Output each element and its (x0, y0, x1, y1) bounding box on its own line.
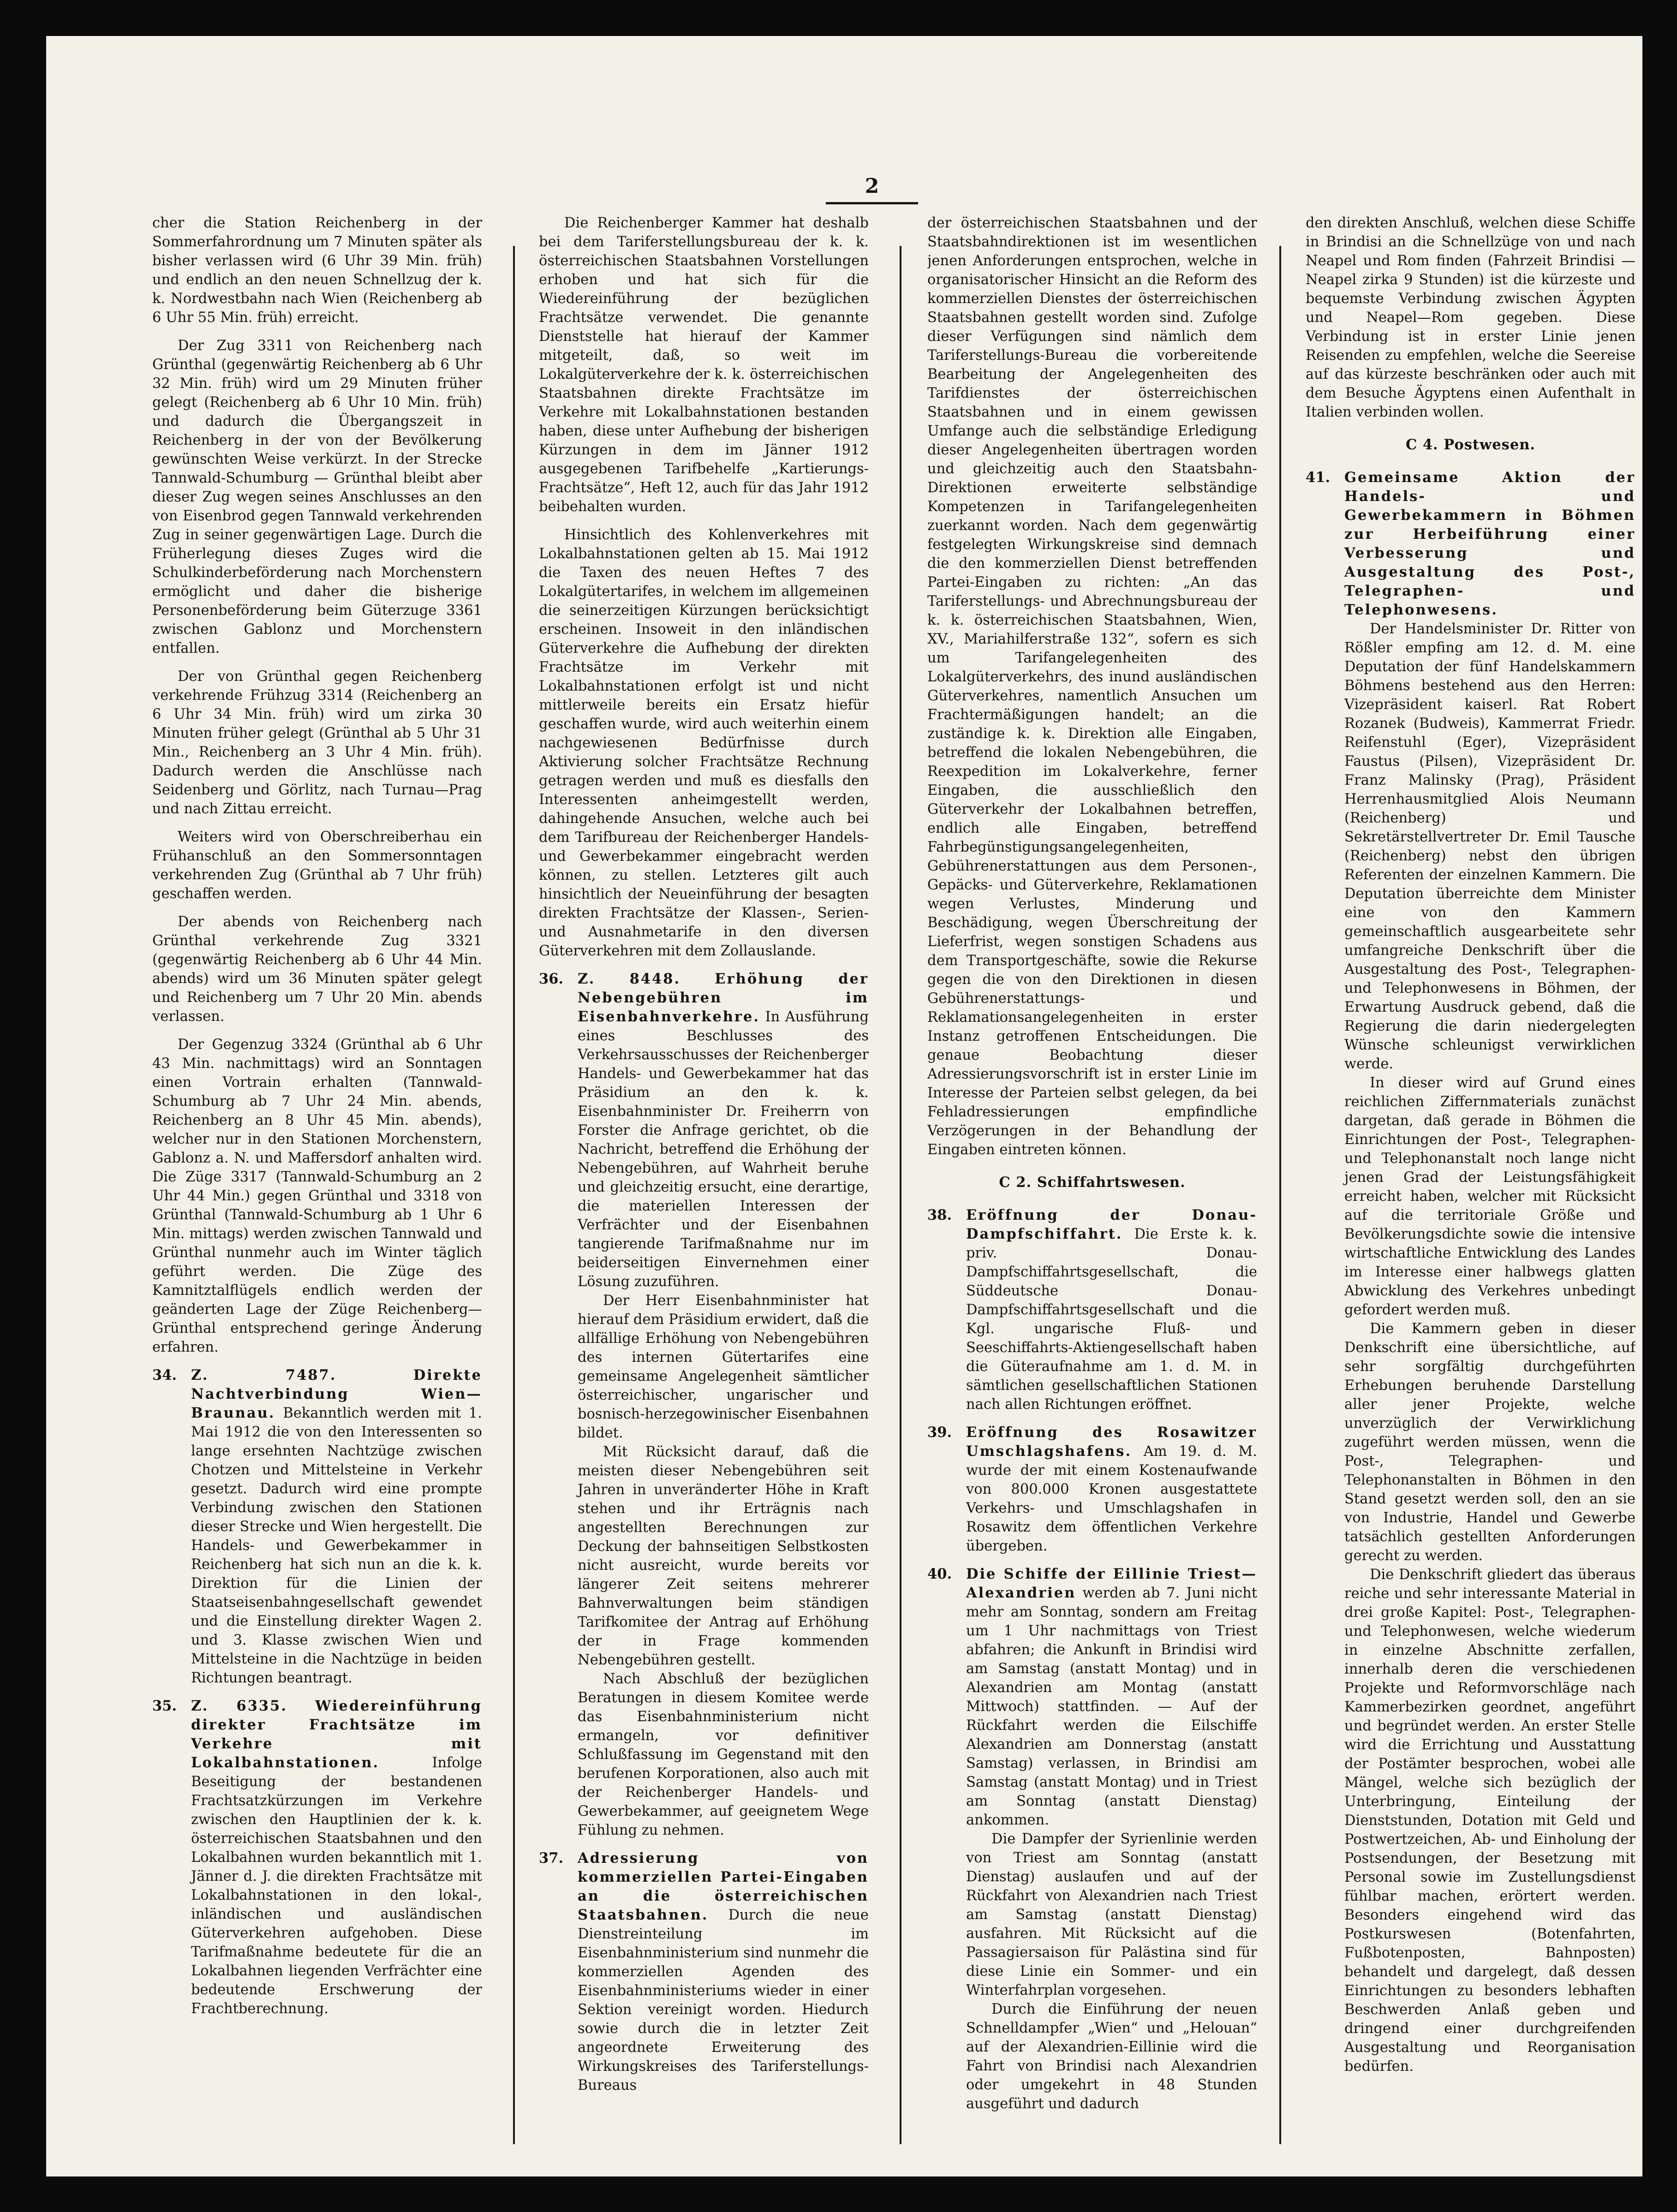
item-subject: Gemeinsame Aktion der Handels- und Gewerbekammern in Böhmen zur Herbeiführung einer Verbesserung und Ausgestaltung des Post-, Telegraphen- und Telephonwesens. (1344, 469, 1635, 618)
item-subject: Z. 6335. Wiedereinführung direkter Frachtsätze im Verkehre mit Lokalbahnstationen. (191, 1698, 482, 1771)
numbered-item-37 (539, 1849, 869, 2095)
item-number: 41. (1306, 469, 1331, 486)
paragraph: der österreichischen Staatsbahnen und der Staatsbahndirektionen ist im wesentlichen jenen Anforderungen entsprochen, welche in organisatorischer Hinsicht an die Reform des kommerziellen Dienstes der österreichischen Staatsbahnen gestellt worden sind. Zufolge dieser Verfügungen sind nämlich dem Tariferstellungs-Bureau die vorbereitende Bearbeitung der Angelegenheiten des Tarifdienstes der österreichischen Staatsbahnen und in einem gewissen Umfange auch die selbständige Erledigung dieser Angelegenheiten übertragen worden und gleichzeitig auch den Staatsbahn-Direktionen erweiterte selbständige Kompetenzen in Tarifangelegenheiten zuerkannt worden. Nach dem gegenwärtig festgelegten Wirkungskreise sind demnach die den kommerziellen Dienst betreffenden Partei-Eingaben zu richten: „An das Tariferstellungs- und Abrechnungsbureau der k. k. österreichischen Staatsbahnen, Wien, XV., Mariahilferstraße 132“, sofern es sich um Tarifangelegenheiten des Lokalgüterverkehrs, des inund ausländischen Güterverkehres, namentlich Ansuchen um Frachtermäßigungen handelt; an die zuständige k. k. Direktion alle Eingaben, betreffend die lokalen Nebengebühren, die Reexpedition im Lokalverkehre, ferner Eingaben, die ausschließlich den Güterverkehr der Lokalbahnen betreffen, endlich alle Eingaben, betreffend Fahrbegünstigungsangelegenheiten, Gebührenerstattungen aus dem Personen-, Gepäcks- und Güterverkehre, Reklamationen wegen Verlustes, Minderung und Beschädigung, wegen Überschreitung der Lieferfrist, wegen sonstigen Schadens aus dem Transportgeschäfte, sowie die Rekurse gegen die von den Direktionen in diesen Gebührenerstattungs- und Reklamationsangelegenheiten in erster Instanz getroffenen Entscheidungen. Die genaue Beobachtung dieser Adressierungsvorschrift ist in erster Linie im Interesse der Parteien selbst gelegen, da bei Fehladressierungen empfindliche Verzögerungen in der Behandlung der Eingaben eintreten können. (927, 215, 1257, 1158)
numbered-item-39 (927, 1423, 1257, 1556)
column-4 (1306, 214, 1635, 2144)
item-text (966, 1206, 1257, 1414)
item-text (1344, 468, 1635, 620)
item-number: 37. (539, 1850, 564, 1866)
paragraph: Der Herr Eisenbahnminister hat hierauf dem Präsidium erwidert, daß die allfällige Erhöhung von Nebengebühren des internen Gütertarifes eine gemeinsame Angelegenheit sämtlicher österreichischer, ungarischer und bosnisch-herzegowinischer Eisenbahnen bildet. (578, 1293, 869, 1441)
item-number: 40. (927, 1566, 952, 1582)
column-2 (539, 214, 869, 2144)
newspaper-page (46, 36, 1642, 2176)
paragraph: Nach Abschluß der bezüglichen Beratungen in diesem Komitee werde das Eisenbahnministerium nicht ermangeln, vor definitiver Schlußfassung im Gegenstand mit den berufenen Korporationen, also auch mit der Reichenberger Handels- und Gewerbekammer, auf geeignetem Wege Fühlung zu nehmen. (578, 1671, 869, 1838)
item-body: Infolge Beseitigung der bestandenen Frachtsatzkürzungen im Verkehre zwischen den Hauptlinien der k. k. österreichischen Staatsbahnen und den Lokalbahnen wurden bekanntlich mit 1. Jänner d. J. die direkten Frachtsätze mit Lokalbahnstationen in den lokal-, inländischen und ausländischen Güterverkehren aufgehoben. Diese Tarifmaßnahme bedeutete für die an Lokalbahnen liegenden Verfrächter eine bedeutende Erschwerung der Frachtberechnung. (191, 1755, 482, 2017)
section-heading: C 4. Postwesen. (1405, 436, 1536, 453)
item-text (966, 1423, 1257, 1556)
item-text (966, 1565, 1257, 1830)
item-number: 39. (927, 1424, 952, 1441)
numbered-item-35 (152, 1697, 482, 2018)
paragraph: In dieser wird auf Grund eines reichlichen Ziffernmaterials zunächst dargetan, daß gerade in Böhmen die Einrichtungen der Post-, Telegraphen- und Telephonanstalt noch lange nicht jenen Grad der Leistungsfähigkeit erreicht haben, welcher mit Rücksicht auf die territoriale Größe und Bevölkerungsdichte sowie die intensive wirtschaftliche Entwicklung des Landes im Interesse einer halbwegs glatten Abwicklung des Verkehres unbedingt gefordert werden muß. (1344, 1075, 1635, 1318)
paragraph: Der Gegenzug 3324 (Grünthal ab 6 Uhr 43 Min. nachmittags) wird an Sonntagen einen Vortrain erhalten (Tannwald-Schumburg ab 7 Uhr 24 Min. abends, Reichenberg an 8 Uhr 45 Min. abends), welcher nur in den Stationen Morchenstern, Gablonz a. N. und Maffersdorf anhalten wird. Die Züge 3317 (Tannwald-Schumburg an 2 Uhr 44 Min.) gegen Grünthal und 3318 von Grünthal (Tannwald-Schumburg ab 1 Uhr 6 Min. mittags) werden zwischen Tannwald und Grünthal nunmehr auch im Winter täglich geführt werden. Die Züge des Kamnitztalflügels endlich werden der geänderten Lage der Züge Reichenberg—Grünthal entsprechend geringe Änderung erfahren. (152, 1037, 482, 1355)
paragraph: Die Dampfer der Syrienlinie werden von Triest am Sonntag (anstatt Dienstag) auslaufen und auf der Rückfahrt von Alexandrien nach Triest am Samstag (anstatt Dienstag) ausfahren. Mit Rücksicht auf die Passagiersaison für Palästina sind für diese Linie ein Sommer- und ein Winterfahrplan vorgesehen. (966, 1831, 1257, 1998)
item-body: Die Erste k. k. priv. Donau-Dampfschiffahrtsgesellschaft, die Süddeutsche Donau-Dampfschiffahrtsgesellschaft und die Kgl. ungarische Fluß- und Seeschiffahrts-Aktiengesellschaft haben die Güteraufnahme am 1. d. M. in sämtlichen gesellschaftlichen Stationen nach allen Richtungen eröffnet. (966, 1226, 1257, 1413)
item-body: werden ab 7. Juni nicht mehr am Sonntag, sondern am Freitag um 1 Uhr nachmittags von Triest abfahren; die Ankunft in Brindisi wird am Samstag (anstatt Montag) und in Alexandrien am Montag (anstatt Mittwoch) stattfinden. — Auf der Rückfahrt werden die Eilschiffe Alexandrien am Donnerstag (anstatt Samstag) verlassen, in Brindisi am Samstag (anstatt Montag) und in Triest am Sonntag (anstatt Dienstag) ankommen. (966, 1585, 1257, 1828)
paragraph: Der von Grünthal gegen Reichenberg verkehrende Frühzug 3314 (Reichenberg an 6 Uhr 34 Min. früh) wird um zirka 30 Minuten früher gelegt (Grünthal ab 5 Uhr 31 Min., Reichenberg an 3 Uhr 4 Min. früh). Dadurch werden die Anschlüsse nach Seidenberg und Görlitz, nach Turnau—Prag und nach Zittau erreicht. (152, 668, 482, 817)
item-body: Bekanntlich werden mit 1. Mai 1912 die von den Interessenten so lange ersehnten Nachtzüge zwischen Chotzen und Mittelsteine in Verkehr gesetzt. Dadurch wird eine prompte Verbindung zwischen den Stationen dieser Strecke und Wien hergestellt. Die Handels- und Gewerbekammer in Reichenberg hat sich nun an die k. k. Direktion für die Linien der Staatseisenbahngesellschaft gewendet und die Einstellung direkter Wagen 2. und 3. Klasse zwischen Wien und Mittelsteine in die Nachtzüge in beiden Richtungen beantragt. (191, 1405, 482, 1686)
section-heading: C 2. Schiffahrtswesen. (999, 1174, 1186, 1191)
column-divider (900, 246, 901, 2144)
item-subject: Z. 8448. Erhöhung der Nebengebühren im Eisenbahnverkehre. (578, 971, 869, 1025)
paragraph: Die Kammern geben in dieser Denkschrift eine übersichtliche, auf sehr sorgfältig durchgeführten Erhebungen beruhende Darstellung aller jener Projekte, welche unverzüglich der Verwirklichung zugeführt werden müssen, wenn die Post-, Telegraphen- und Telephonanstalten in Böhmen in den Stand gesetzt werden soll, den an sie von Industrie, Handel und Gewerbe tatsächlich gestellten Anforderungen gerecht zu werden. (1344, 1321, 1635, 1564)
item-body: Durch die neue Dienstreinteilung im Eisenbahnministerium sind nunmehr die kommerziellen Agenden des Eisenbahnministeriums wieder in einer Sektion vereinigt worden. Hiedurch sowie durch die in letzter Zeit angeordnete Erweiterung des Wirkungskreises des Tariferstellungs-Bureaus (578, 1907, 869, 2093)
item-body: Am 19. d. M. wurde der mit einem Kostenaufwande von 800.000 Kronen ausgestattete Verkehrs- und Umschlagshafen in Rosawitz dem öffentlichen Verkehre übergeben. (966, 1443, 1257, 1554)
page-number: 2 (865, 174, 879, 198)
column-1 (152, 214, 482, 2144)
paragraph: Mit Rücksicht darauf, daß die meisten dieser Nebengebühren seit Jahren in unveränderter Höhe in Kraft stehen und ihr Erträgnis nach angestellten Berechnungen zur Deckung der bahnseitigen Selbstkosten nicht ausreicht, wurde bereits vor längerer Zeit seitens mehrerer Bahnverwaltungen beim ständigen Tarifkomitee der Antrag auf Erhöhung der in Frage kommenden Nebengebühren gestellt. (578, 1444, 869, 1668)
paragraph: Der Handelsminister Dr. Ritter von Rößler empfing am 12. d. M. eine Deputation der fünf Handelskammern Böhmens bestehend aus den Herren: Vizepräsident kaiserl. Rat Robert Rozanek (Budweis), Kammerrat Friedr. Reifenstuhl (Eger), Vizepräsident Faustus (Pilsen), Vizepräsident Dr. Franz Malinsky (Prag), Präsident Herrenhausmitglied Alois Neumann (Reichenberg) und Sekretärstellvertreter Dr. Emil Tausche (Reichenberg) nebst den übrigen Referenten der einzelnen Kammern. Die Deputation überreichte dem Minister eine von den Kammern gemeinschaftlich ausgearbeitete sehr umfangreiche Denkschrift über die Ausgestaltung des Post-, Telegraphen- und Telephonwesens in Böhmen, der Erwartung Ausdruck gebend, daß die Regierung die darin niedergelegten Wünsche schleunigst verwirklichen werde. (1344, 621, 1635, 1072)
item-text (578, 970, 869, 1291)
item-subject: Adressierung von kommerziellen Partei-Eingaben an die österreichischen Staatsbahnen. (578, 1850, 869, 1923)
item-text (191, 1697, 482, 2018)
item-subject: Eröffnung der Donau-Dampfschiffahrt. (966, 1207, 1257, 1242)
item-number: 35. (152, 1698, 177, 1714)
item-subject: Eröffnung des Rosawitzer Umschlagshafens. (966, 1424, 1257, 1460)
paragraph: Die Denkschrift gliedert das überaus reiche und sehr interessante Material in drei große Kapitel: Post-, Telegraphen- und Telephonwesen, welche wiederum in einzelne Abschnitte zerfallen, innerhalb deren die verschiedenen Projekte und Reformvorschläge nach Kammerbezirken geordnet, angeführt und begründet werden. An erster Stelle wird die Errichtung und Ausstattung der Postämter besprochen, wobei alle Mängel, welche sich bezüglich der Unterbringung, Einteilung der Dienststunden, Dotation mit Geld und Postwertzeichen, Ab- und Einholung der Postsendungen, der Besetzung mit Personal sowie im Zustellungsdienst fühlbar machen, erörtert werden. Besonders eingehend wird das Postkurswesen (Botenfahrten, Fußbotenposten, Bahnposten) behandelt und dargelegt, daß dessen Einrichtungen zu besonders lebhaften Beschwerden Anlaß geben und dringend einer durchgreifenden Ausgestaltung und Reorganisation bedürfen. (1344, 1567, 1635, 2075)
paragraph: Der Zug 3311 von Reichenberg nach Grünthal (gegenwärtig Reichenberg ab 6 Uhr 32 Min. früh) wird um 29 Minuten früher gelegt (Reichenberg ab 6 Uhr 10 Min. früh) und dadurch die Übergangszeit in Reichenberg in der von der Bevölkerung gewünschten Weise verkürzt. In der Strecke Tannwald-Schumburg — Grünthal bleibt aber dieser Zug wegen seines Anschlusses an den von Eisenbrod gegen Tannwald verkehrenden Zug in seiner gegenwärtigen Lage. Durch die Früherlegung dieses Zuges wird die Schulkinderbeförderung nach Morchenstern ermöglicht und daher die bisherige Personenbeförderung beim Güterzuge 3361 zwischen Gablonz und Morchenstern entfallen. (152, 338, 482, 656)
paragraph: den direkten Anschluß, welchen diese Schiffe in Brindisi an die Schnellzüge von und nach Neapel und Rom finden (Fahrzeit Brindisi —Neapel zirka 9 Stunden) ist die kürzeste und bequemste Verbindung zwischen Ägypten und Neapel—Rom gegeben. Diese Verbindung ist in erster Linie jenen Reisenden zu empfehlen, welche die Seereise auf das kürzeste beschränken oder auch mit dem Besuche Ägyptens einen Aufenthalt in Italien verbinden wollen. (1306, 215, 1635, 420)
numbered-item-36 (539, 970, 869, 1840)
item-text (578, 1849, 869, 2095)
numbered-item-41 (1306, 468, 1635, 2076)
paragraph: Weiters wird von Oberschreiberhau ein Frühanschluß an den Sommersonntagen verkehrenden Zug (Grünthal ab 7 Uhr früh) geschaffen werden. (152, 829, 482, 902)
item-number: 34. (152, 1367, 177, 1383)
item-number: 38. (927, 1207, 952, 1223)
numbered-item-40 (927, 1565, 1257, 2113)
column-3 (927, 214, 1257, 2144)
paragraph: cher die Station Reichenberg in der Sommerfahrordnung um 7 Minuten später als bisher verlassen wird (6 Uhr 39 Min. früh) und endlich an den neuen Schnellzug der k. k. Nordwestbahn nach Wien (Reichenberg ab 6 Uhr 55 Min. früh) erreicht. (152, 215, 482, 326)
page-number-rule (826, 202, 918, 204)
paragraph: Durch die Einführung der neuen Schnelldampfer „Wien“ und „Helouan“ auf der Alexandrien-Eillinie wird die Fahrt von Brindisi nach Alexandrien oder umgekehrt in 48 Stunden ausgeführt und dadurch (966, 2001, 1257, 2112)
paragraph: Die Reichenberger Kammer hat deshalb bei dem Tariferstellungsbureau der k. k. österreichischen Staatsbahnen Vorstellungen erhoben und hat sich für die Wiedereinführung der bezüglichen Frachtsätze verwendet. Die genannte Dienststelle hat hierauf der Kammer mitgeteilt, daß, so weit im Lokalgüterverkehre der k. k. österreichischen Staatsbahnen direkte Frachtsätze im Verkehre mit Lokalbahnstationen bestanden haben, diese unter Aufhebung der bisherigen Kürzungen in dem im Jänner 1912 ausgegebenen Tarifbehelfe „Kartierungs-Frachtsätze“, Heft 12, auch für das Jahr 1912 beibehalten wurden. (539, 215, 869, 515)
item-text (191, 1366, 482, 1687)
item-number: 36. (539, 971, 564, 987)
item-subject: Die Schiffe der Eillinie Triest—Alexandrien (966, 1566, 1257, 1601)
item-subject: Z. 7487. Direkte Nachtverbindung Wien—Braunau. (191, 1367, 482, 1421)
numbered-item-34 (152, 1366, 482, 1687)
column-divider (1279, 246, 1281, 2144)
paragraph: Der abends von Reichenberg nach Grünthal verkehrende Zug 3321 (gegenwärtig Reichenberg ab 6 Uhr 44 Min. abends) wird um 36 Minuten später gelegt und Reichenberg um 7 Uhr 20 Min. abends verlassen. (152, 914, 482, 1025)
paragraph: Hinsichtlich des Kohlenverkehres mit Lokalbahnstationen gelten ab 15. Mai 1912 die Taxen des neuen Heftes 7 des Lokalgütertarifes, in welchem im allgemeinen die seinerzeitigen Kürzungen berücksichtigt erscheinen. Insoweit in den inländischen Güterverkehre die Aufhebung der direkten Frachtsätze im Verkehr mit Lokalbahnstationen erfolgt ist und nicht mittlerweile bereits ein Ersatz hiefür geschaffen wurde, wird auch weiterhin einem nachgewiesenen Bedürfnisse durch Aktivierung solcher Frachtsätze Rechnung getragen werden und muß es diesfalls den Interessenten anheimgestellt werden, dahingehende Ansuchen, welche auch bei dem Tarifbureau der Reichenberger Handels- und Gewerbekammer eingebracht werden können, zu stellen. Letzteres gilt auch hinsichtlich der Neueinführung der besagten direkten Frachtsätze der Klassen-, Serien- und Ausnahmetarife in den diversen Güterverkehren mit dem Zollauslande. (539, 527, 869, 959)
column-divider (513, 246, 515, 2144)
numbered-item-38 (927, 1206, 1257, 1414)
item-body: In Ausführung eines Beschlusses des Verkehrsausschusses der Reichenberger Handels- und Gewerbekammer hat das Präsidium an den k. k. Eisenbahnminister Dr. Freiherrn von Forster die Anfrage gerichtet, ob die Nachricht, betreffend die Erhöhung der Nebengebühren, auf Wahrheit beruhe und gleichzeitig ersucht, eine derartige, die materiellen Interessen der Verfrächter und der Eisenbahnen tangierende Tarifmaßnahme nur im beiderseitigen Einvernehmen einer Lösung zuzuführen. (578, 1009, 869, 1290)
